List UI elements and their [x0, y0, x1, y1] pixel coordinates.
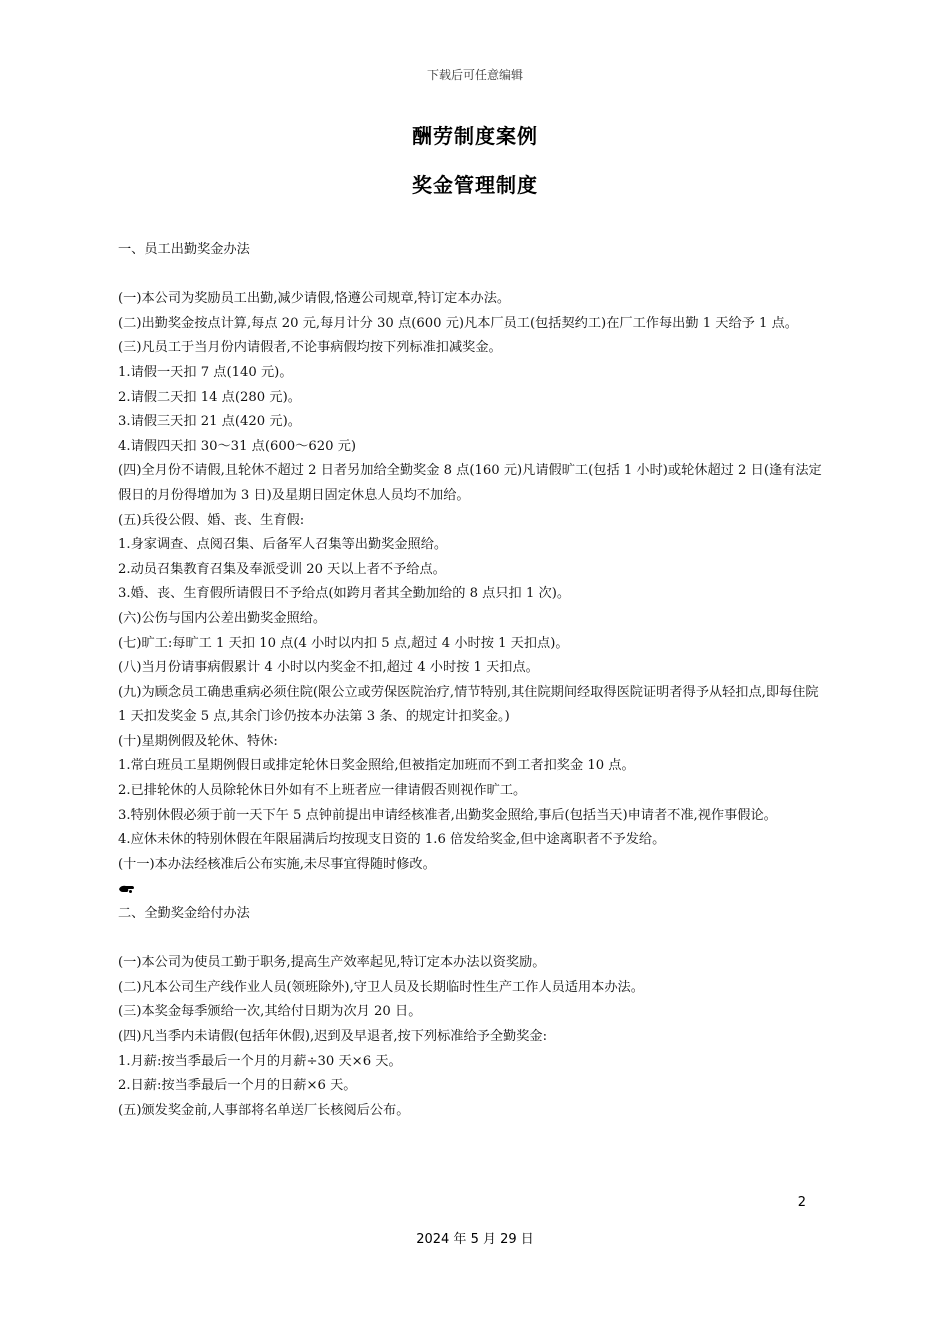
paragraph: (四)凡当季内未请假(包括年休假),迟到及早退者,按下列标准给予全勤奖金: — [118, 1029, 548, 1044]
paragraph: (五)颁发奖金前,人事部将名单送厂长核阅后公布。 — [118, 1102, 410, 1118]
paragraph: 1.月薪:按当季最后一个月的月薪÷30 天×6 天。 — [118, 1053, 402, 1069]
paragraph: 2.日薪:按当季最后一个月的日薪×6 天。 — [118, 1078, 357, 1094]
page-number: 2 — [797, 1195, 806, 1210]
section-heading: 一、员工出勤奖金办法 — [118, 242, 250, 257]
paragraph: 4.请假四天扣 30～31 点(600～620 元) — [118, 438, 357, 454]
paragraph: 2.请假二天扣 14 点(280 元)。 — [118, 389, 301, 405]
paragraph: 3.特别休假必须于前一天下午 5 点钟前提出申请经核准者,出勤奖金照给,事后(包括当天)申请者不准,视作事假论。 — [118, 807, 777, 823]
spacer — [118, 927, 830, 952]
paragraph: (三)本奖金每季颁给一次,其给付日期为次月 20 日。 — [118, 1004, 422, 1020]
footer-date: 2024 年 5 月 29 日 — [416, 1232, 534, 1247]
paragraph: (六)公伤与国内公差出勤奖金照给。 — [118, 610, 327, 626]
paragraph: (七)旷工:每旷工 1 天扣 10 点(4 小时以内扣 5 点,超过 4 小时按 1 天扣点)。 — [118, 635, 569, 651]
paragraph: (一)本公司为使员工勤于职务,提高生产效率起见,特订定本办法以资奖励。 — [118, 955, 546, 971]
paragraph: (八)当月份请事病假累计 4 小时以内奖金不扣,超过 4 小时按 1 天扣点。 — [118, 660, 539, 676]
section-heading: 二、全勤奖金给付办法 — [118, 906, 250, 922]
paragraph: (九)为顾念员工确患重病必须住院(限公立或劳保医院治疗,情节特别,其住院期间经取得医院证明者得予从轻扣点,即每住院 1 天扣发奖金 5 点,其余门诊仍按本办法第 3 条、的规定计扣奖金。) — [118, 684, 819, 725]
document-subtitle: 奖金管理制度 — [412, 173, 538, 197]
document-body — [118, 238, 830, 1123]
paragraph: 1.常白班员工星期例假日或排定轮休日奖金照给,但被指定加班而不到工者扣奖金 10 点。 — [118, 758, 635, 774]
spacer — [118, 263, 830, 288]
pointing-hand-icon — [118, 882, 136, 896]
paragraph: 2.动员召集教育召集及奉派受训 20 天以上者不予给点。 — [118, 561, 446, 577]
document-title: 酬劳制度案例 — [412, 124, 538, 148]
paragraph: (四)全月份不请假,且轮休不超过 2 日者另加给全勤奖金 8 点(160 元)凡请假旷工(包括 1 小时)或轮休超过 2 日(逢有法定假日的月份得增加为 3 日)及星期日固定休息人员均不加给。 — [118, 463, 822, 503]
paragraph: 1.身家调查、点阅召集、后备军人召集等出勤奖金照给。 — [118, 537, 448, 553]
paragraph: (二)出勤奖金按点计算,每点 20 元,每月计分 30 点(600 元)凡本厂员工(包括契约工)在厂工作每出勤 1 天给予 1 点。 — [118, 315, 798, 331]
paragraph: (二)凡本公司生产线作业人员(领班除外),守卫人员及长期临时性生产工作人员适用本办法。 — [118, 979, 644, 995]
header-note: 下载后可任意编辑 — [426, 68, 523, 82]
paragraph: 3.请假三天扣 21 点(420 元)。 — [118, 414, 301, 430]
paragraph: (十一)本办法经核准后公布实施,未尽事宜得随时修改。 — [118, 856, 436, 872]
paragraph: (五)兵役公假、婚、丧、生育假: — [118, 512, 305, 528]
paragraph: (一)本公司为奖励员工出勤,减少请假,恪遵公司规章,特订定本办法。 — [118, 291, 511, 307]
paragraph: 2.已排轮休的人员除轮休日外如有不上班者应一律请假否则视作旷工。 — [118, 783, 527, 799]
paragraph: (三)凡员工于当月份内请假者,不论事病假均按下列标准扣减奖金。 — [118, 340, 502, 356]
paragraph: 1.请假一天扣 7 点(140 元)。 — [118, 364, 293, 380]
paragraph: 3.婚、丧、生育假所请假日不予给点(如跨月者其全勤加给的 8 点只扣 1 次)。 — [118, 586, 571, 602]
paragraph: (十)星期例假及轮休、特休: — [118, 733, 278, 749]
paragraph: 4.应休未休的特别休假在年限届满后均按现支日资的 1.6 倍发给奖金,但中途离职者不予发给。 — [118, 832, 666, 848]
decorative-mark — [118, 877, 830, 902]
